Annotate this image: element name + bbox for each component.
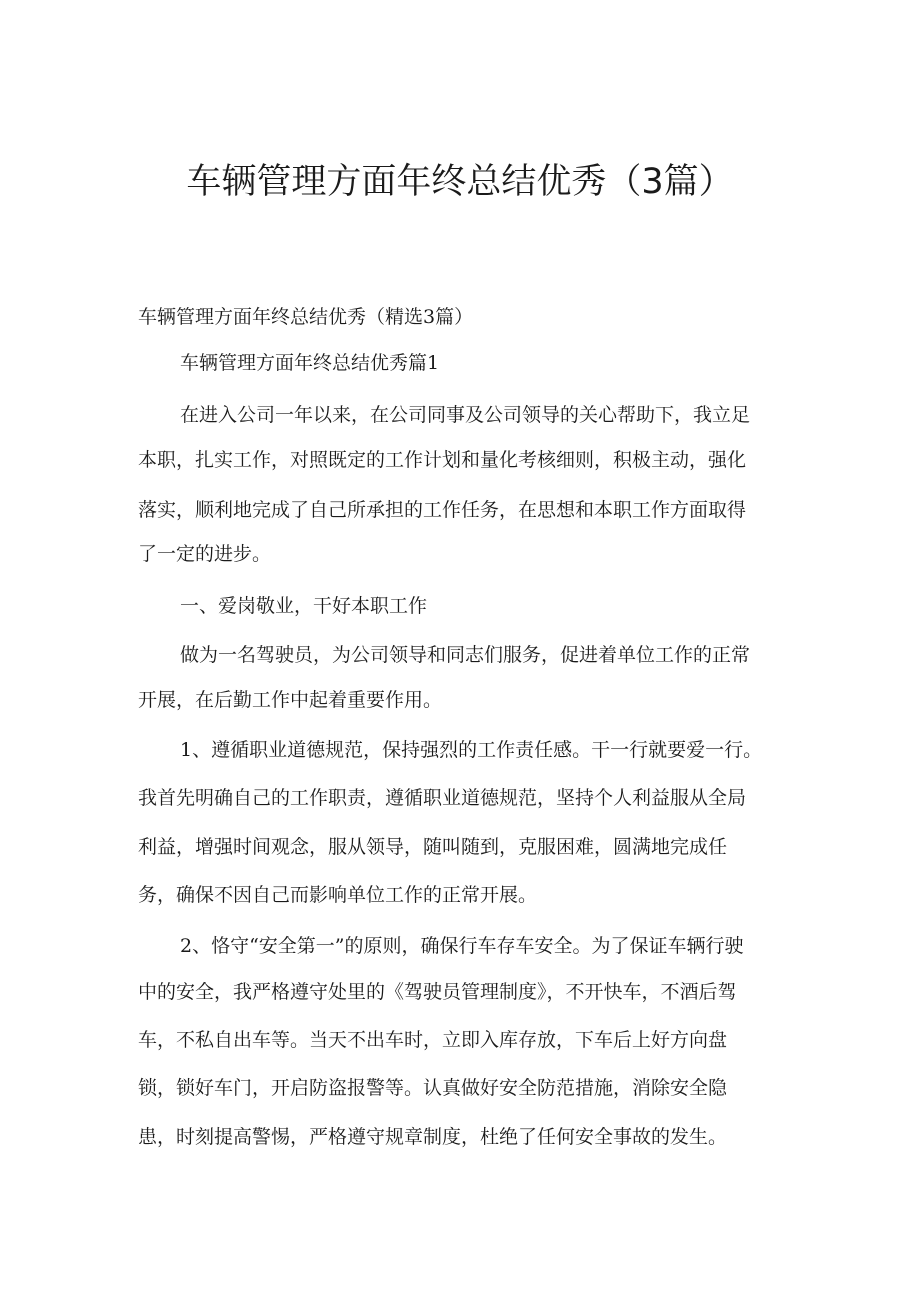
- subtitle-line: 车辆管理方面年终总结优秀（精选3篇）: [138, 306, 474, 328]
- paragraph-line: 落实，顺利地完成了自己所承担的工作任务，在思想和本职工作方面取得: [138, 499, 747, 521]
- paragraph-line: 中的安全，我严格遵守处里的《驾驶员管理制度》，不开快车，不酒后驾: [138, 981, 737, 1003]
- paragraph-line: 锁，锁好车门，开启防盗报警等。认真做好安全防范措施，消除安全隐: [138, 1077, 728, 1099]
- document-title: 车辆管理方面年终总结优秀（3篇）: [186, 162, 734, 202]
- paragraph-line: 患，时刻提高警惕，严格遵守规章制度，杜绝了任何安全事故的发生。: [138, 1126, 728, 1148]
- paragraph-line: 做为一名驾驶员，为公司领导和同志们服务，促进着单位工作的正常: [180, 644, 751, 666]
- paragraph-line: 利益，增强时间观念，服从领导，随叫随到，克服困难，圆满地完成任: [138, 836, 728, 858]
- paragraph-line: 车，不私自出车等。当天不出车时，立即入库存放，下车后上好方向盘: [138, 1029, 728, 1051]
- paragraph-line: 务，确保不因自己而影响单位工作的正常开展。: [138, 884, 538, 906]
- section-heading: 车辆管理方面年终总结优秀篇1: [180, 352, 440, 374]
- paragraph-line: 我首先明确自己的工作职责，遵循职业道德规范，坚持个人利益服从全局: [138, 787, 747, 809]
- paragraph-line: 1、遵循职业道德规范，保持强烈的工作责任感。干一行就要爱一行。: [180, 739, 763, 761]
- paragraph-line: 在进入公司一年以来，在公司同事及公司领导的关心帮助下，我立足: [180, 404, 751, 426]
- paragraph-line: 本职，扎实工作，对照既定的工作计划和量化考核细则，积极主动，强化: [138, 449, 747, 471]
- section-heading: 一、爱岗敬业，干好本职工作: [180, 595, 428, 617]
- paragraph-line: 2、恪守“安全第一”的原则，确保行车存车安全。为了保证车辆行驶: [180, 935, 744, 957]
- paragraph-line: 开展，在后勤工作中起着重要作用。: [138, 689, 443, 711]
- paragraph-line: 了一定的进步。: [138, 543, 272, 565]
